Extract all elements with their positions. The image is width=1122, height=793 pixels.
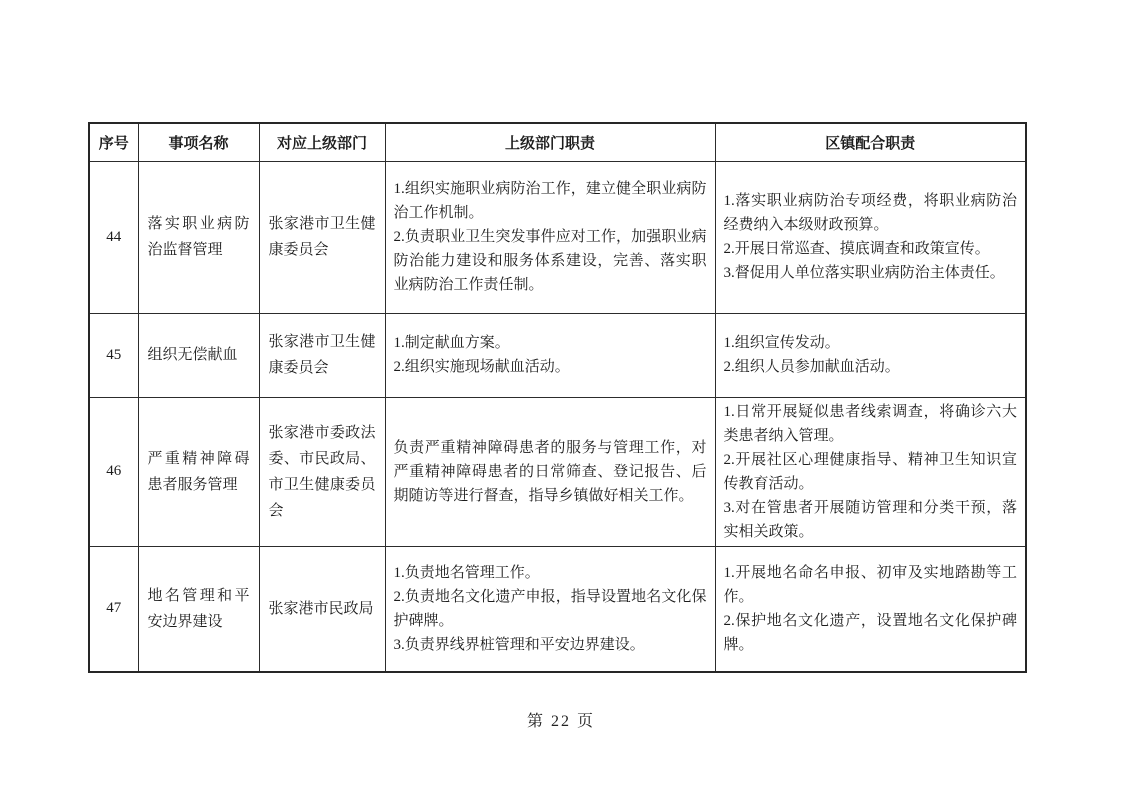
table-header-row <box>89 123 1026 161</box>
duty-line: 3.负责界线界桩管理和平安边界建设。 <box>393 636 645 653</box>
superior-duties-cell <box>385 546 715 672</box>
header-town-duties: 区镇配合职责 <box>715 123 1026 161</box>
duty-line: 3.对在管患者开展随访管理和分类干预，落实相关政策。 <box>723 499 1017 540</box>
department-cell: 张家港市委政法委、市民政局、市卫生健康委员会 <box>259 397 385 546</box>
duty-line: 1.开展地名命名申报、初审及实地踏勘等工作。 <box>723 564 1017 605</box>
department-cell: 张家港市民政局 <box>259 546 385 672</box>
header-item-name: 事项名称 <box>138 123 259 161</box>
row-number-cell: 47 <box>89 546 138 672</box>
header-serial-number: 序号 <box>89 123 138 161</box>
header-superior-department: 对应上级部门 <box>259 123 385 161</box>
table-row <box>89 546 1026 672</box>
town-duties-cell <box>715 546 1026 672</box>
item-name-cell: 严重精神障碍患者服务管理 <box>138 397 259 546</box>
duty-line: 1.组织宣传发动。 <box>723 335 840 351</box>
duty-line: 负责严重精神障碍患者的服务与管理工作，对严重精神障碍患者的日常筛查、登记报告、后期随访等进行督查，指导乡镇做好相关工作。 <box>393 439 707 504</box>
duty-line: 2.负责职业卫生突发事件应对工作，加强职业病防治能力建设和服务体系建设，完善、落实职业病防治工作责任制。 <box>393 229 707 293</box>
duty-line: 1.制定献血方案。 <box>393 335 510 351</box>
header-superior-duties: 上级部门职责 <box>385 123 715 161</box>
row-number-cell: 46 <box>89 397 138 546</box>
item-name-cell: 地名管理和平安边界建设 <box>138 546 259 672</box>
superior-duties-cell <box>385 161 715 313</box>
duty-line: 2.保护地名文化遗产，设置地名文化保护碑牌。 <box>723 612 1017 653</box>
duty-line: 1.日常开展疑似患者线索调查，将确诊六大类患者纳入管理。 <box>723 403 1017 444</box>
table-row <box>89 313 1026 397</box>
duty-line: 1.组织实施职业病防治工作，建立健全职业病防治工作机制。 <box>393 181 707 221</box>
table-row <box>89 161 1026 313</box>
duty-line: 1.落实职业病防治专项经费，将职业病防治经费纳入本级财政预算。 <box>723 193 1017 233</box>
superior-duties-cell <box>385 313 715 397</box>
item-name-cell: 落实职业病防治监督管理 <box>138 161 259 313</box>
row-number-cell: 44 <box>89 161 138 313</box>
duty-line: 2.负责地名文化遗产申报，指导设置地名文化保护碑牌。 <box>393 588 707 629</box>
duty-line: 2.组织实施现场献血活动。 <box>393 359 570 375</box>
duty-line: 2.组织人员参加献血活动。 <box>723 359 900 375</box>
row-number-cell: 45 <box>89 313 138 397</box>
duty-line: 3.督促用人单位落实职业病防治主体责任。 <box>723 265 1005 281</box>
superior-duties-cell <box>385 397 715 546</box>
duties-table <box>88 122 1027 673</box>
town-duties-cell <box>715 161 1026 313</box>
page-number: 第 22 页 <box>526 713 595 730</box>
item-name-cell: 组织无偿献血 <box>138 313 259 397</box>
town-duties-cell <box>715 313 1026 397</box>
department-cell: 张家港市卫生健康委员会 <box>259 161 385 313</box>
town-duties-cell <box>715 397 1026 546</box>
department-cell: 张家港市卫生健康委员会 <box>259 313 385 397</box>
table-row <box>89 397 1026 546</box>
duty-line: 2.开展日常巡查、摸底调查和政策宣传。 <box>723 241 990 257</box>
duty-line: 2.开展社区心理健康指导、精神卫生知识宣传教育活动。 <box>723 451 1017 492</box>
duty-line: 1.负责地名管理工作。 <box>393 564 540 581</box>
